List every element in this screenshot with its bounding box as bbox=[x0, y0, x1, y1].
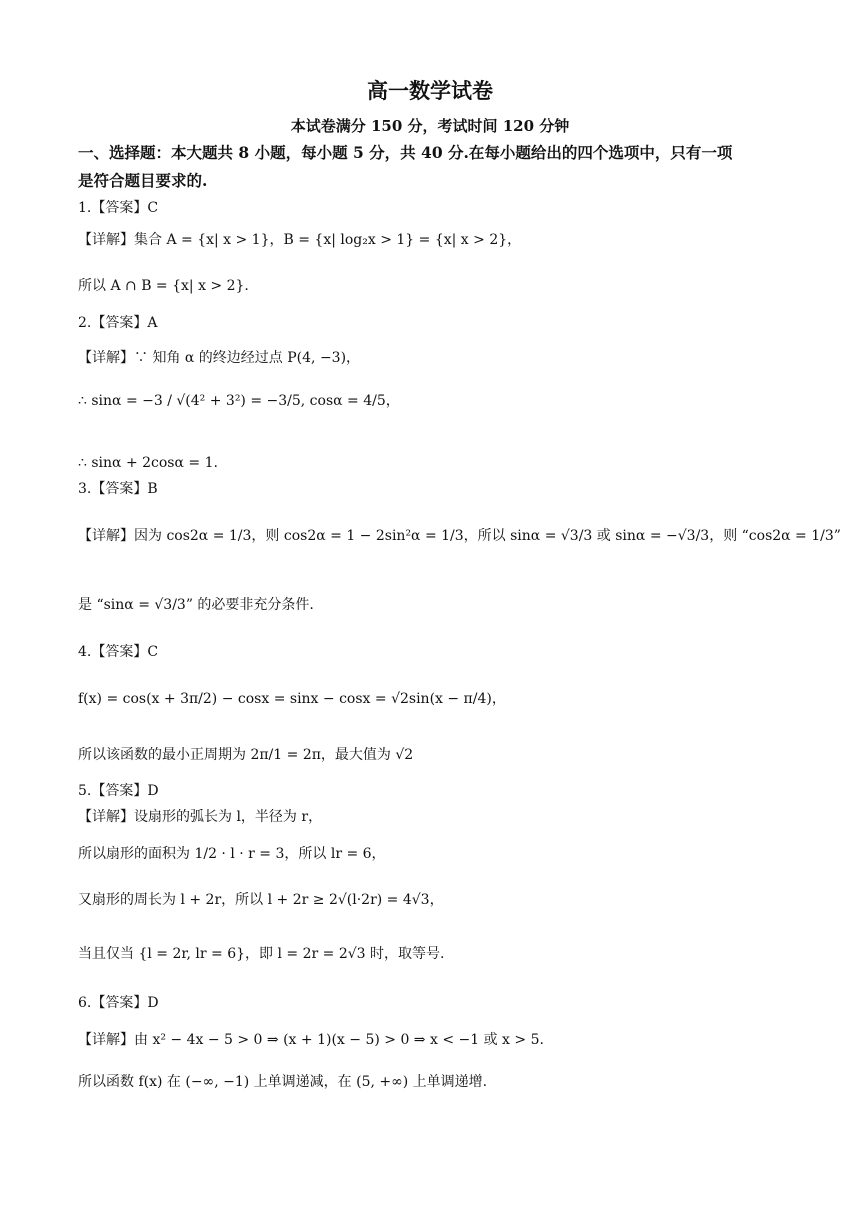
q6-answer: 6.【答案】D bbox=[78, 995, 159, 1011]
q4-detail-line1: f(x) = cos(x + 3π/2) − cosx = sinx − cosx = √2sin(x − π/4)， bbox=[78, 691, 506, 707]
q5-detail-line3: 又扇形的周长为 l + 2r，所以 l + 2r ≥ 2√(l·2r) = 4√3， bbox=[78, 892, 444, 908]
q2-detail-line3: ∴ sinα + 2cosα = 1. bbox=[78, 455, 218, 471]
q1-detail-line2: 所以 A ∩ B = {x| x > 2}. bbox=[78, 278, 249, 294]
q6-detail-text: 由 x² − 4x − 5 > 0 ⇒ (x + 1)(x − 5) > 0 ⇒ x < −1 或 x > 5. bbox=[134, 1032, 544, 1048]
q5-answer: 5.【答案】D bbox=[78, 783, 159, 799]
q3-answer: 3.【答案】B bbox=[78, 481, 158, 497]
q3-detail-line1: 【详解】因为 cos2α = 1/3，则 cos2α = 1 − 2sin²α = 1/3，所以 sinα = √3/3 或 sinα = −√3/3，则 “cos2α = 1/3” bbox=[78, 528, 841, 544]
q2-detail-line1: 【详解】∵ 知角 α 的终边经过点 P(4, −3)， bbox=[78, 350, 361, 366]
q6-detail-line1: 【详解】由 x² − 4x − 5 > 0 ⇒ (x + 1)(x − 5) > 0 ⇒ x < −1 或 x > 5. bbox=[78, 1032, 544, 1048]
q2-answer: 2.【答案】A bbox=[78, 315, 158, 331]
q1-detail-line1: 【详解】集合 A = {x| x > 1}，B = {x| log₂x > 1} = {x| x > 2}， bbox=[78, 232, 522, 248]
q5-detail-line1: 【详解】设扇形的弧长为 l，半径为 r， bbox=[78, 809, 323, 825]
q5-detail-line2: 所以扇形的面积为 1/2 · l · r = 3，所以 lr = 6， bbox=[78, 846, 386, 862]
q2-detail-line2: ∴ sinα = −3 / √(4² + 3²) = −3/5, cosα = 4/5， bbox=[78, 393, 400, 409]
q5-detail-text: 设扇形的弧长为 l，半径为 r， bbox=[134, 809, 323, 825]
q4-detail-line2: 所以该函数的最小正周期为 2π/1 = 2π，最大值为 √2 bbox=[78, 747, 414, 763]
q1-answer: 1.【答案】C bbox=[78, 200, 159, 216]
page-subtitle: 本试卷满分 150 分，考试时间 120 分钟 bbox=[290, 117, 570, 135]
section-heading-line1: 一、选择题：本大题共 8 小题，每小题 5 分，共 40 分.在每小题给出的四个选项中，只有一项 bbox=[78, 143, 733, 162]
q4-answer: 4.【答案】C bbox=[78, 644, 159, 660]
q1-detail-text: 集合 A = {x| x > 1}，B = {x| log₂x > 1} = {x| x > 2}， bbox=[134, 232, 522, 248]
page-title: 高一数学试卷 bbox=[367, 78, 493, 103]
q3-detail-line2: 是 “sinα = √3/3” 的必要非充分条件. bbox=[78, 597, 314, 613]
q3-detail-text: 因为 cos2α = 1/3，则 cos2α = 1 − 2sin²α = 1/3，所以 sinα = √3/3 或 sinα = −√3/3，则 “cos2α = 1/3” bbox=[134, 528, 841, 544]
q5-detail-line4: 当且仅当 {l = 2r, lr = 6}，即 l = 2r = 2√3 时，取等号. bbox=[78, 946, 445, 962]
q2-detail-text: ∵ 知角 α 的终边经过点 P(4, −3)， bbox=[134, 350, 361, 366]
q6-detail-line2: 所以函数 f(x) 在 (−∞, −1) 上单调递减，在 (5, +∞) 上单调递增. bbox=[78, 1074, 488, 1090]
section-heading-line2: 是符合题目要求的. bbox=[78, 171, 208, 190]
